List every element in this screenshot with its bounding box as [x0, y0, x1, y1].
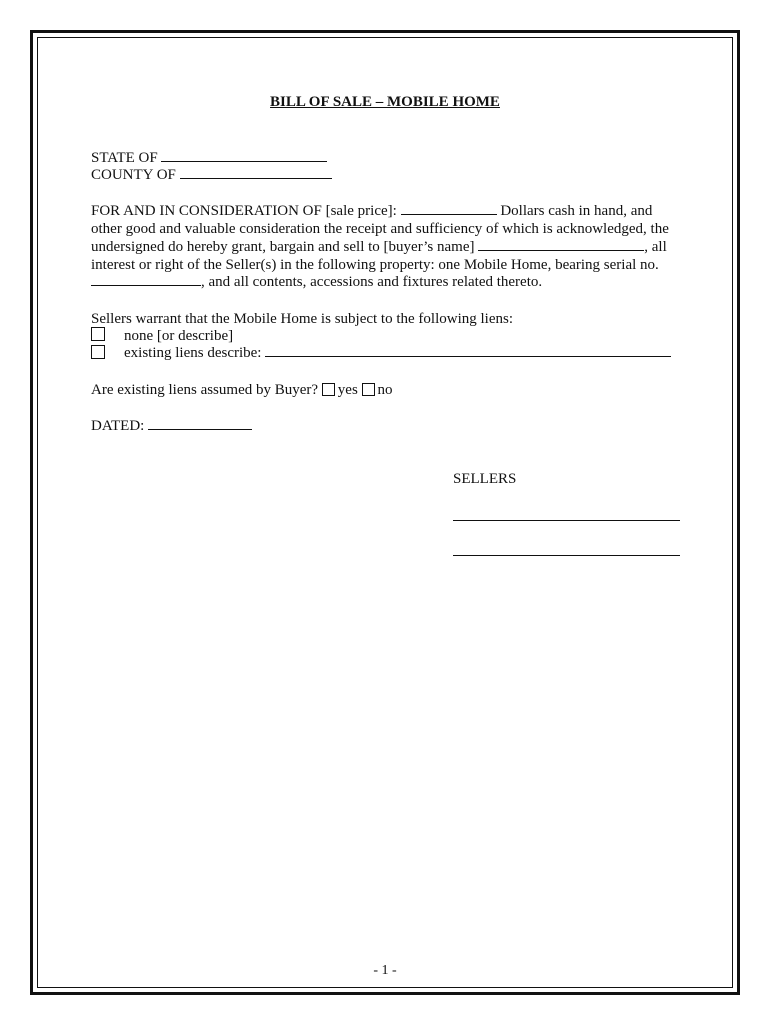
consideration-line-5	[91, 273, 542, 291]
date-field[interactable]	[148, 417, 252, 430]
sale-price-field[interactable]	[401, 202, 497, 215]
county-row	[91, 166, 332, 184]
yes-label: yes	[337, 382, 358, 398]
consideration-text-3b: , all	[644, 239, 667, 255]
consideration-text-5: , and all contents, accessions and fixtures related thereto.	[201, 274, 543, 290]
serial-number-field[interactable]	[91, 273, 201, 286]
liens-assumed-row	[91, 381, 393, 399]
buyer-name-field[interactable]	[478, 238, 644, 251]
consideration-text-1a: FOR AND IN CONSIDERATION OF [sale price]:	[91, 203, 397, 219]
page-number: - 1 -	[373, 963, 397, 978]
seller-signature-line-1[interactable]	[453, 520, 680, 521]
existing-liens-checkbox[interactable]	[91, 345, 105, 359]
consideration-line-4	[91, 256, 659, 274]
consideration-line-3	[91, 238, 667, 256]
existing-liens-row	[124, 344, 671, 362]
none-option-label: none [or describe]	[124, 328, 234, 344]
yes-checkbox[interactable]	[322, 383, 335, 396]
consideration-text-3a: undersigned do hereby grant, bargain and sell to [buyer’s name]	[91, 239, 475, 255]
consideration-line-1	[91, 202, 652, 220]
seller-signature-line-2[interactable]	[453, 555, 680, 556]
none-checkbox[interactable]	[91, 327, 105, 341]
dated-row	[91, 417, 252, 435]
county-label: COUNTY OF	[91, 167, 176, 183]
consideration-text-1b: Dollars cash in hand, and	[500, 203, 653, 219]
document-title: BILL OF SALE – MOBILE HOME	[270, 94, 500, 110]
consideration-line-2	[91, 220, 669, 238]
sellers-label: SELLERS	[453, 471, 517, 487]
consideration-text-2: other good and valuable consideration the receipt and sufficiency of which is acknowledged, the	[91, 221, 669, 237]
state-label: STATE OF	[91, 150, 158, 166]
state-field[interactable]	[161, 149, 327, 162]
county-field[interactable]	[180, 166, 332, 179]
existing-liens-label: existing liens describe:	[124, 345, 262, 361]
state-row	[91, 149, 327, 167]
no-checkbox[interactable]	[362, 383, 375, 396]
liens-intro: Sellers warrant that the Mobile Home is subject to the following liens:	[91, 311, 513, 327]
existing-liens-field[interactable]	[265, 344, 671, 357]
consideration-text-4: interest or right of the Seller(s) in the following property: one Mobile Home, bearing serial no.	[91, 257, 659, 273]
dated-label: DATED:	[91, 418, 145, 434]
no-label: no	[377, 382, 393, 398]
liens-assumed-question: Are existing liens assumed by Buyer?	[91, 382, 319, 398]
